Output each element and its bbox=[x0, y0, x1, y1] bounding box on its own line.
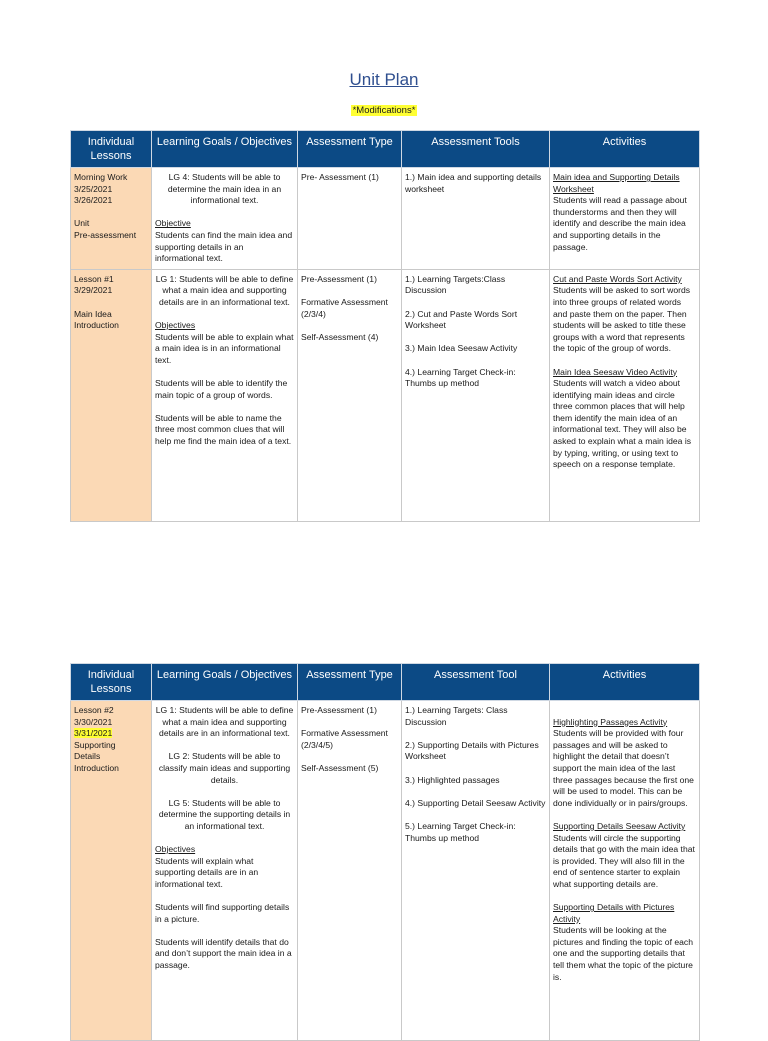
table-header-row bbox=[71, 131, 700, 168]
modifications-label: *Modifications* bbox=[352, 105, 416, 116]
header-activities: Activities bbox=[550, 664, 700, 701]
goals-cell: LG 1: Students will be able to define what a main idea and supporting details are in an informational text. LG 2: Students will be able to classify main ideas and supporting details. LG 5: Students will be able to determine the supporting details in an informational text. Objectives Students will explain what supporting details are in an informational text. Students will find supporting details in a picture. Students will identify details that do and don’t support the main idea in a passage. bbox=[152, 701, 298, 1041]
lesson-cell: Lesson #2 3/30/2021 3/31/2021 Supporting Details Introduction bbox=[71, 701, 152, 1041]
activities-cell: Highlighting Passages Activity Students will be provided with four passages and will be asked to highlight the detail that doesn’t support the main idea of the last three passages because the first one will be used to model. This can be done individually or in pairs/groups. Supporting Details Seesaw Activity Students will circle the supporting details that go with the main idea that is provided. They will also fill in the end of sentence starter to explain what supporting details are. Supporting Details with Pictures Activity Students will be looking at the pictures and finding the topic of each one and the supporting details that tell them what the topic of the picture is. bbox=[550, 701, 700, 1041]
header-assessment-type: Assessment Type bbox=[298, 131, 402, 168]
lesson-cell: Morning Work 3/25/2021 3/26/2021 Unit Pre-assessment bbox=[71, 168, 152, 270]
header-assessment-tools: Assessment Tools bbox=[402, 131, 550, 168]
page-title: Unit Plan bbox=[349, 70, 419, 89]
lesson-cell: Lesson #1 3/29/2021 Main Idea Introduction bbox=[71, 269, 152, 521]
activities-cell: Main idea and Supporting Details Worksheet Students will read a passage about thunderstorms and then they will identify and describe the main idea and supporting details in the passage. bbox=[550, 168, 700, 270]
goals-cell: LG 1: Students will be able to define what a main idea and supporting details are in an informational text. Objectives Students will be able to explain what a main idea is in an informational text. Students will be able to identify the main topic of a group of words. Students will be able to name the three most common clues that will help me find the main idea of a text. bbox=[152, 269, 298, 521]
header-individual-lessons: Individual Lessons bbox=[71, 664, 152, 701]
header-assessment-type: Assessment Type bbox=[298, 664, 402, 701]
assessment-type-cell: Pre- Assessment (1) bbox=[298, 168, 402, 270]
assessment-type-cell: Pre-Assessment (1) Formative Assessment (2/3/4/5) Self-Assessment (5) bbox=[298, 701, 402, 1041]
table-row bbox=[71, 701, 700, 1041]
assessment-tools-cell: 1.) Learning Targets:Class Discussion 2.) Cut and Paste Words Sort Worksheet 3.) Main Idea Seesaw Activity 4.) Learning Target Check-in: Thumbs up method bbox=[402, 269, 550, 521]
assessment-tools-cell: 1.) Learning Targets: Class Discussion 2.) Supporting Details with Pictures Worksheet 3.) Highlighted passages 4.) Supporting Detail Seesaw Activity 5.) Learning Target Check-in: Thumbs up method bbox=[402, 701, 550, 1041]
header-individual-lessons: Individual Lessons bbox=[71, 131, 152, 168]
unit-plan-table-1 bbox=[70, 130, 700, 522]
table-header-row bbox=[71, 664, 700, 701]
table-row bbox=[71, 168, 700, 270]
header-learning-goals: Learning Goals / Objectives bbox=[152, 131, 298, 168]
assessment-tools-cell: 1.) Main idea and supporting details worksheet bbox=[402, 168, 550, 270]
goals-cell: LG 4: Students will be able to determine the main idea in an informational text. Objective Students can find the main idea and supporting details in an informational text. bbox=[152, 168, 298, 270]
header-learning-goals: Learning Goals / Objectives bbox=[152, 664, 298, 701]
activities-cell: Cut and Paste Words Sort Activity Students will be asked to sort words into three groups of related words and paste them on the paper. Then students will be asked to title these groups with a word that represents the topic of the group of words. Main Idea Seesaw Video Activity Students will watch a video about identifying main ideas and circle three common places that will help them identify the main idea of an informational text. They will also be asked to explain what a main idea is by typing, writing, or using text to speech on a response template. bbox=[550, 269, 700, 521]
unit-plan-table-2 bbox=[70, 663, 700, 1041]
header-assessment-tool: Assessment Tool bbox=[402, 664, 550, 701]
assessment-type-cell: Pre-Assessment (1) Formative Assessment (2/3/4) Self-Assessment (4) bbox=[298, 269, 402, 521]
table-row bbox=[71, 269, 700, 521]
highlighted-date: 3/31/2021 bbox=[74, 728, 113, 739]
header-activities: Activities bbox=[550, 131, 700, 168]
